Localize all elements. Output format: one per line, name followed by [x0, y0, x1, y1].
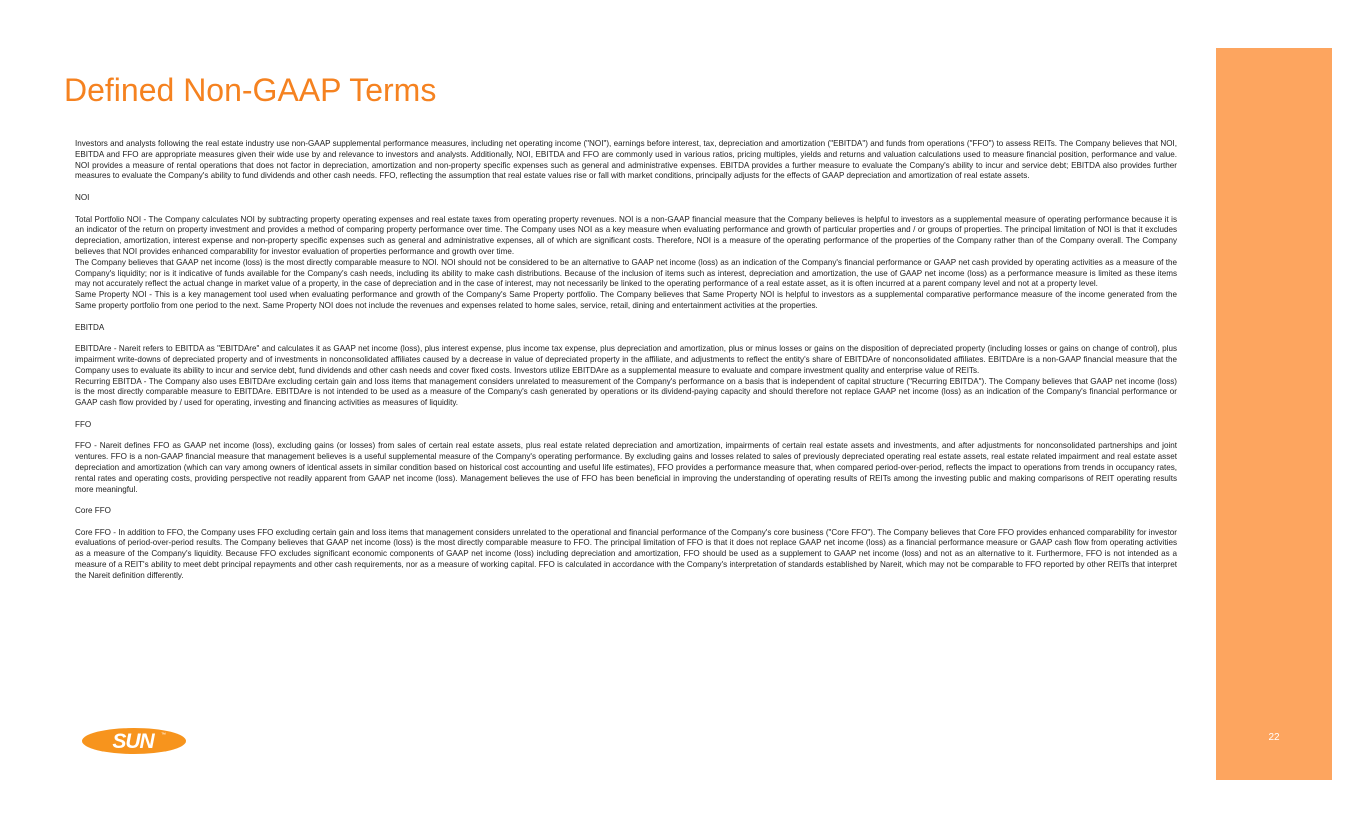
noi-paragraph-2: The Company believes that GAAP net income (loss) is the most directly comparable measure to NOI. NOI should not be considered to be an alternative to GAAP net income (loss) as an indication of the Company's financial performance or GAAP net cash provided by operating activities as a measure of the Company's liquidity; nor is it indicative of funds available for the Company's cash needs, including its ability to make cash distributions. Because of the inclusion of items such as interest, depreciation and amortization, the use of GAAP net income (loss) as a performance measure is limited as these items may not accurately reflect the actual change in market value of a property, in the case of depreciation and in the case of interest, may not necessarily be linked to the operating performance of a real estate asset, as it is often incurred at a parent company level and not at a property level.	[75, 257, 1177, 289]
orange-side-bar	[1216, 48, 1332, 780]
ffo-paragraph: FFO - Nareit defines FFO as GAAP net income (loss), excluding gains (or losses) from sales of certain real estate assets, plus real estate related depreciation and amortization, impairments of certain real estate assets and investments, and after adjustments for nonconsolidated partnerships and joint ventures. FFO is a non-GAAP financial measure that management believes is a useful supplemental measure of the Company's operating performance. By excluding gains and losses related to sales of previously depreciated operating real estate assets, real estate related impairment and real estate asset depreciation and amortization (which can vary among owners of identical assets in similar condition based on historical cost accounting and useful life estimates), FFO provides a performance measure that, when compared period-over-period, reflects the impact to operations from trends in occupancy rates, rental rates and operating costs, providing perspective not readily apparent from GAAP net income (loss). Management believes the use of FFO has been beneficial in improving the understanding of operating results of REITs among the investing public and making comparisons of REIT operating results more meaningful.	[75, 441, 1177, 494]
ebitda-heading: EBITDA	[75, 322, 105, 332]
logo-text: SUN	[112, 730, 154, 753]
sun-logo	[81, 727, 187, 755]
noi-paragraph-1: Total Portfolio NOI - The Company calculates NOI by subtracting property operating expenses and real estate taxes from operating property revenues. NOI is a non-GAAP financial measure that the Company believes is helpful to investors as a supplemental measure of operating performance because it is an indicator of the return on property investment and provides a method of comparing property performance over time. The Company uses NOI as a key measure when evaluating performance and growth of particular properties and / or groups of properties. The principal limitation of NOI is that it excludes depreciation, amortization, interest expense and non-property specific expenses such as general and administrative expenses, all of which are significant costs. Therefore, NOI is a measure of the operating performance of the properties of the Company rather than of the Company overall. The Company believes that NOI provides enhanced comparability for investor evaluation of properties performance and growth over time.	[75, 214, 1177, 256]
page-number: 22	[1268, 732, 1280, 743]
body-text	[75, 139, 1177, 582]
page-title: Defined Non-GAAP Terms	[64, 72, 437, 108]
ebitda-paragraph-1: EBITDAre - Nareit refers to EBITDA as "EBITDAre" and calculates it as GAAP net income (loss), plus interest expense, plus income tax expense, plus depreciation and amortization, plus or minus losses or gains on the disposition of depreciated property (including losses or gains on change of control), plus impairment write-downs of depreciated property and of investments in nonconsolidated affiliates caused by a decrease in value of depreciated property in the affiliate, and adjustments to reflect the entity's share of EBITDAre of nonconsolidated affiliates. EBITDAre is a non-GAAP financial measure that the Company uses to evaluate its ability to incur and service debt, fund dividends and other cash needs and cover fixed costs. Investors utilize EBITDAre as a supplemental measure to evaluate and compare investment quality and enterprise value of REITs.	[75, 344, 1177, 375]
ffo-heading: FFO	[75, 419, 92, 429]
core-ffo-paragraph: Core FFO - In addition to FFO, the Company uses FFO excluding certain gain and loss items that management considers unrelated to the operational and financial performance of the Company's core business ("Core FFO"). The Company believes that Core FFO provides enhanced comparability for investor evaluations of period-over-period results. The Company believes that GAAP net income (loss) is the most directly comparable measure to FFO. The principal limitation of FFO is that it does not replace GAAP net income (loss) as a financial performance measure or GAAP cash flow from operating activities as a measure of the Company's liquidity. Because FFO excludes significant economic components of GAAP net income (loss) including depreciation and amortization, FFO should be used as a supplement to GAAP net income (loss) and not as an alternative to it. Furthermore, FFO is not intended as a measure of a REIT's ability to meet debt principal repayments and other cash requirements, nor as a measure of working capital. FFO is calculated in accordance with the Company's interpretation of standards established by Nareit, which may not be comparable to FFO reported by other REITs that interpret the Nareit definition differently.	[75, 527, 1177, 580]
noi-heading: NOI	[75, 192, 90, 202]
noi-paragraph-3: Same Property NOI - This is a key management tool used when evaluating performance and growth of the Company's Same Property portfolio. The Company believes that Same Property NOI is helpful to investors as a supplemental comparative performance measure of the income generated from the Same property portfolio from one period to the next. Same Property NOI does not include the revenues and expenses related to home sales, service, retail, dining and entertainment activities at the properties.	[75, 290, 1177, 310]
ebitda-paragraph-2: Recurring EBITDA - The Company also uses EBITDAre excluding certain gain and loss items that management considers unrelated to measurement of the Company's performance on a basis that is independent of capital structure ("Recurring EBITDA"). The Company believes that GAAP net income (loss) is the most directly comparable measure to EBITDAre. EBITDAre is not intended to be used as a measure of the Company's cash generated by operations or its dividend-paying capacity and should therefore not replace GAAP net income (loss) as an indication of the Company's financial performance or GAAP cash flow provided by / used for operating, investing and financing activities as measures of liquidity.	[75, 376, 1177, 408]
intro-paragraph: Investors and analysts following the real estate industry use non-GAAP supplemental performance measures, including net operating income ("NOI"), earnings before interest, tax, depreciation and amortization ("EBITDA") and funds from operations ("FFO") to assess REITs. The Company believes that NOI, EBITDA and FFO are appropriate measures given their wide use by and relevance to investors and analysts. Additionally, NOI, EBITDA and FFO are commonly used in various ratios, pricing multiples, yields and returns and valuation calculations used to measure financial position, performance and value. NOI provides a measure of rental operations that does not factor in depreciation, amortization and non-property specific expenses such as general and administrative expenses. EBITDA provides a further measure to evaluate the Company's ability to incur and service debt; EBITDA also provides further measures to evaluate the Company's ability to fund dividends and other cash needs. FFO, reflecting the assumption that real estate values rise or fall with market conditions, principally adjusts for the effects of GAAP depreciation and amortization of real estate assets.	[75, 139, 1177, 181]
logo-trademark: ™	[161, 732, 166, 738]
core-ffo-heading: Core FFO	[75, 506, 111, 516]
